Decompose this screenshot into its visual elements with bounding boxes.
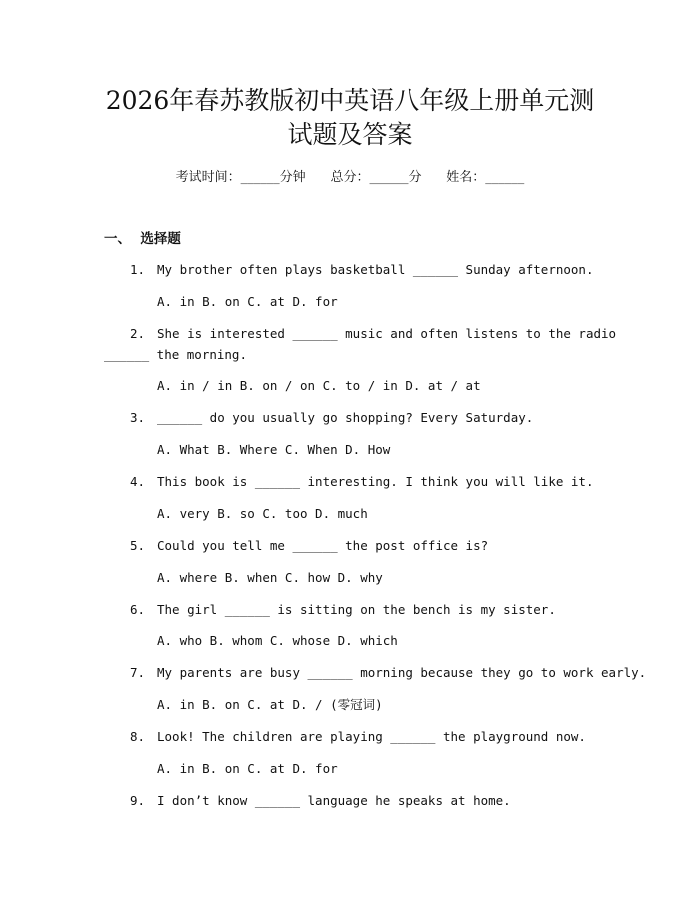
- question-text: She is interested ______ music and often listens to the radio: [157, 326, 617, 341]
- question-number: 4.: [130, 474, 146, 489]
- question-text: I don’t know ______ language he speaks at home.: [157, 793, 511, 808]
- question-text: This book is ______ interesting. I think you will like it.: [157, 474, 594, 489]
- exam-time-label: 考试时间：______分钟: [175, 170, 306, 185]
- question-5: [130, 537, 488, 555]
- question-8: [130, 728, 586, 746]
- question-7: [130, 664, 646, 682]
- question-text: My parents are busy ______ morning because they go to work early.: [157, 665, 647, 680]
- student-name-label: 姓名：______: [446, 170, 525, 185]
- question-1-options: A. in B. on C. at D. for: [157, 294, 338, 309]
- question-6: [130, 601, 556, 619]
- question-text: Look! The children are playing ______ the playground now.: [157, 729, 586, 744]
- total-score-label: 总分：______分: [330, 170, 422, 185]
- question-number: 5.: [130, 538, 146, 553]
- question-8-options: A. in B. on C. at D. for: [157, 761, 338, 776]
- question-number: 9.: [130, 793, 146, 808]
- exam-info-line: [0, 169, 700, 187]
- question-1: [130, 261, 594, 279]
- question-9: [130, 792, 511, 810]
- question-number: 8.: [130, 729, 146, 744]
- question-number: 1.: [130, 262, 146, 277]
- question-number: 3.: [130, 410, 146, 425]
- question-2-options: A. in / in B. on / on C. to / in D. at / at: [157, 378, 481, 393]
- section-heading: 一、 选择题: [104, 231, 181, 247]
- question-6-options: A. who B. whom C. whose D. which: [157, 633, 398, 648]
- question-7-options: A. in B. on C. at D. / (零冠词): [157, 697, 383, 712]
- question-text: Could you tell me ______ the post office is?: [157, 538, 489, 553]
- question-text: My brother often plays basketball ______ Sunday afternoon.: [157, 262, 594, 277]
- question-number: 6.: [130, 602, 146, 617]
- question-4: [130, 473, 594, 491]
- question-2-text-continued: ______ the morning.: [104, 347, 247, 362]
- question-number: 2.: [130, 326, 146, 341]
- question-3: [130, 409, 533, 427]
- question-3-options: A. What B. Where C. When D. How: [157, 442, 391, 457]
- question-5-options: A. where B. when C. how D. why: [157, 570, 383, 585]
- question-text: ______ do you usually go shopping? Every Saturday.: [157, 410, 534, 425]
- document-title-line-2: 试题及答案: [287, 120, 413, 149]
- question-4-options: A. very B. so C. too D. much: [157, 506, 368, 521]
- question-2: [130, 325, 616, 343]
- question-number: 7.: [130, 665, 146, 680]
- question-text: The girl ______ is sitting on the bench is my sister.: [157, 602, 556, 617]
- document-title-line-1: 2026年春苏教版初中英语八年级上册单元测: [105, 86, 595, 115]
